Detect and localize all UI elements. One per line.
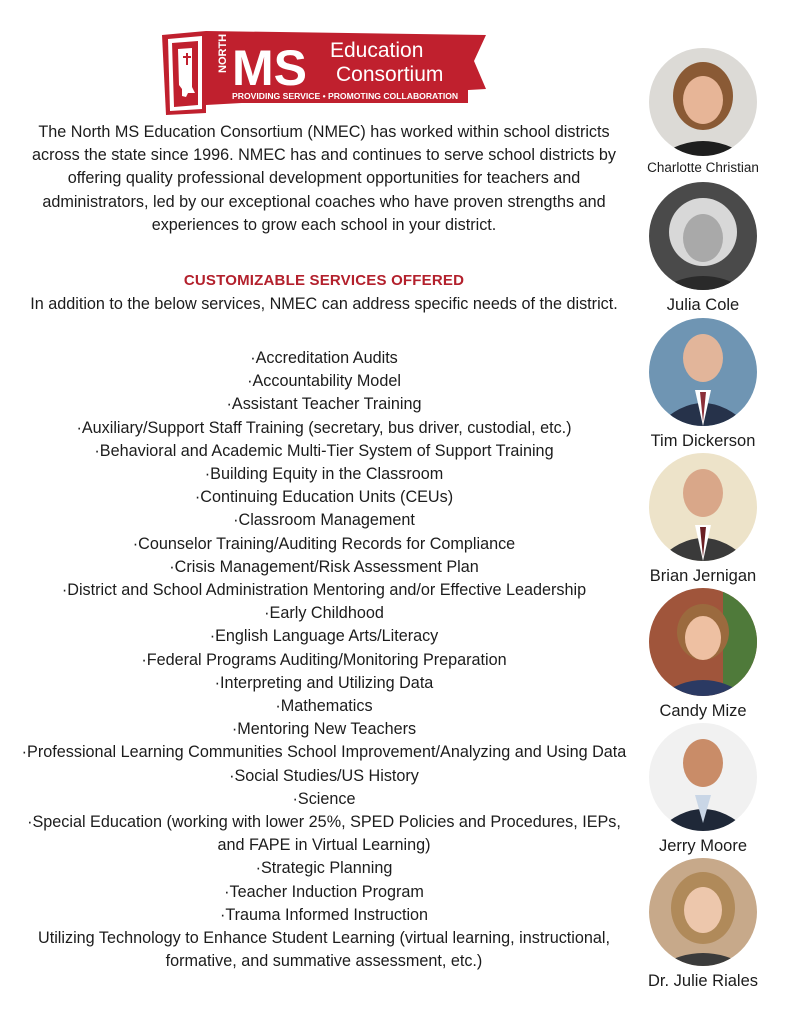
staff-photo — [649, 48, 757, 156]
service-item: ·Science — [292, 789, 356, 808]
service-item: ·English Language Arts/Literacy — [209, 627, 439, 646]
service-item: ·Accountability Model — [247, 372, 401, 391]
logo-ms-text: MS — [232, 40, 307, 96]
staff-photo — [649, 588, 757, 696]
service-item: ·Special Education (working with lower 25%, SPED Policies and Procedures, IEPs, and FAPE in Virtual Learning) — [27, 813, 621, 855]
staff-card — [628, 858, 778, 991]
service-item: ·Trauma Informed Instruction — [219, 905, 429, 924]
service-item: ·Accreditation Audits — [250, 349, 398, 367]
staff-card — [628, 723, 778, 856]
service-item: ·Professional Learning Communities School Improvement/Analyzing and Using Data — [21, 743, 627, 762]
service-item: ·Assistant Teacher Training — [226, 395, 422, 414]
staff-card — [628, 453, 778, 586]
service-item: ·Social Studies/US History — [229, 766, 419, 785]
service-item: ·Auxiliary/Support Staff Training (secretary, bus driver, custodial, etc.) — [76, 418, 572, 437]
service-item: ·District and School Administration Mentoring and/or Effective Leadership — [61, 581, 587, 600]
service-item: ·Classroom Management — [233, 511, 415, 530]
service-item: ·Early Childhood — [264, 604, 384, 623]
staff-photo — [649, 318, 757, 426]
services-list — [18, 347, 630, 973]
logo-consortium-text: Consortium — [336, 63, 444, 86]
service-item: ·Mathematics — [275, 697, 373, 716]
service-item: ·Strategic Planning — [255, 859, 393, 878]
service-item: ·Building Equity in the Classroom — [204, 465, 444, 484]
staff-name: Julia Cole — [666, 296, 740, 314]
service-item: ·Behavioral and Academic Multi-Tier System of Support Training — [94, 441, 554, 460]
staff-name: Jerry Moore — [658, 837, 748, 855]
services-heading: CUSTOMIZABLE SERVICES OFFERED — [183, 272, 465, 289]
service-item: ·Teacher Induction Program — [224, 882, 424, 901]
logo-tagline: PROVIDING SERVICE • PROMOTING COLLABORATION — [232, 91, 459, 101]
intro-paragraph: The North MS Education Consortium (NMEC) has worked within school districts across the state since 1996. NMEC has and continues to serve school districts by offering quality professional development opportunities for teachers and administrators, led by our exceptional coaches who have proven strengths and experiences to grow each school in your district. — [32, 123, 616, 234]
staff-card — [628, 48, 778, 175]
service-item: ·Federal Programs Auditing/Monitoring Preparation — [141, 650, 507, 669]
staff-name: Brian Jernigan — [649, 567, 757, 585]
staff-photo — [649, 858, 757, 966]
staff-name: Tim Dickerson — [650, 432, 756, 450]
staff-card — [628, 318, 778, 451]
service-item: ·Mentoring New Teachers — [231, 720, 417, 739]
service-item: ·Counselor Training/Auditing Records for Compliance — [132, 534, 516, 553]
service-item: ·Crisis Management/Risk Assessment Plan — [169, 557, 479, 576]
logo-graphic — [158, 27, 490, 117]
staff-photo — [649, 182, 757, 290]
staff-name: Dr. Julie Riales — [647, 972, 759, 990]
staff-card — [628, 588, 778, 721]
service-item: ·Continuing Education Units (CEUs) — [194, 488, 454, 507]
service-item: Utilizing Technology to Enhance Student Learning (virtual learning, instructional, formative, and summative assessment, etc.) — [38, 929, 610, 971]
staff-name: Charlotte Christian — [647, 160, 759, 175]
logo-north-text: NORTH — [217, 33, 229, 73]
staff-photo — [649, 453, 757, 561]
staff-card — [628, 182, 778, 315]
services-intro: In addition to the below services, NMEC can address specific needs of the district. — [30, 295, 618, 313]
staff-photo — [649, 723, 757, 831]
nmec-logo — [158, 27, 490, 117]
service-item: ·Interpreting and Utilizing Data — [214, 673, 434, 692]
staff-name: Candy Mize — [659, 702, 747, 720]
logo-education-text: Education — [330, 39, 424, 62]
